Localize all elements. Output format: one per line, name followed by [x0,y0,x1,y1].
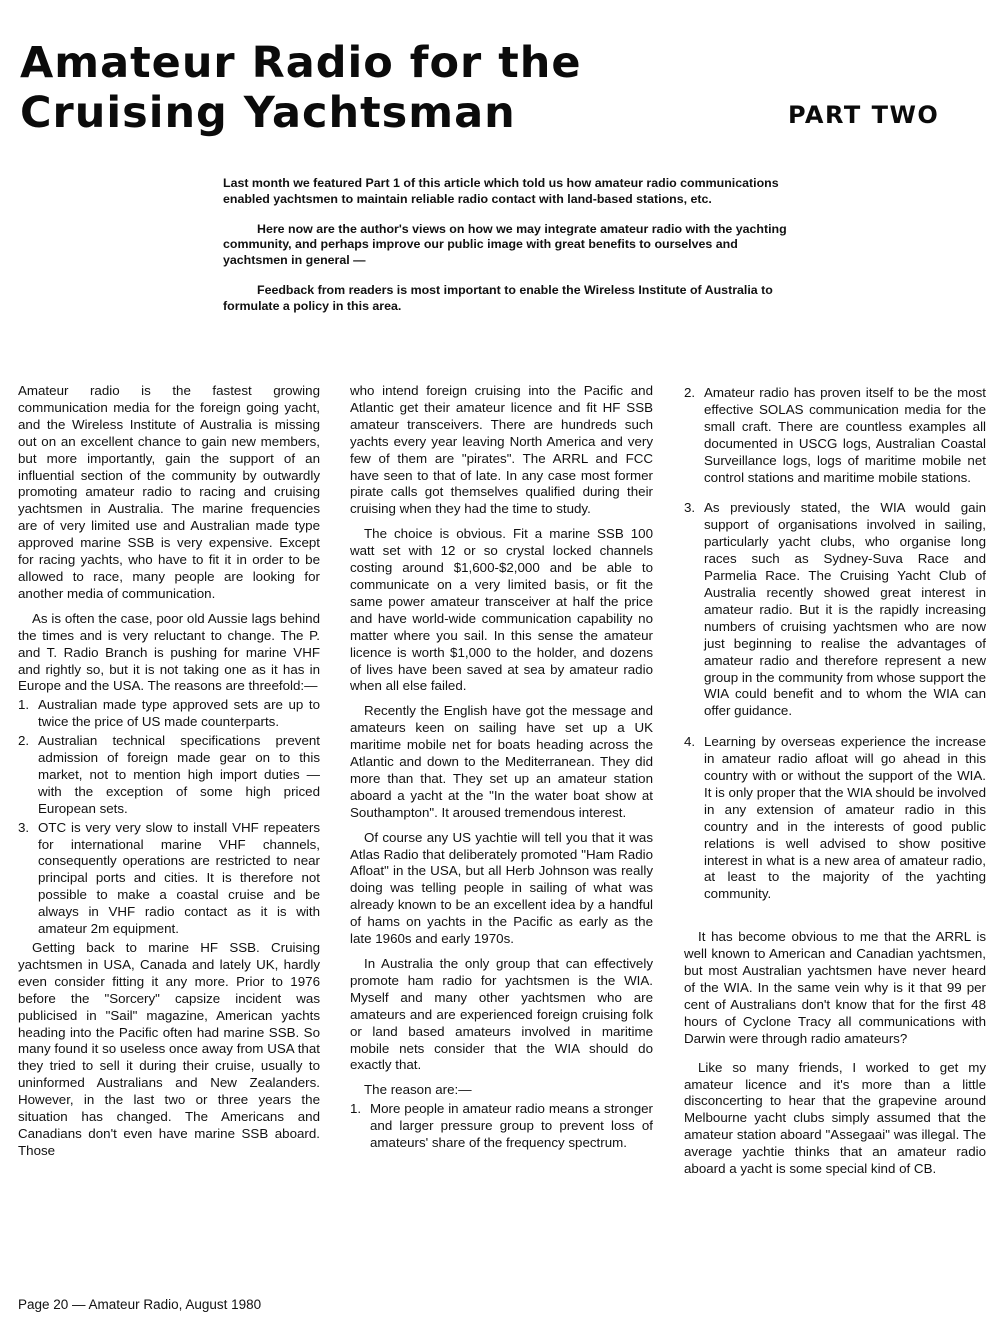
title-line-1: Amateur Radio for the [20,38,582,88]
list-item [684,385,986,486]
body-paragraph: Recently the English have got the message and amateurs keen on sailing have set up a UK maritime mobile net for boats heading across the Atlantic and down to the Mediterranean. They did more than that. They set up an amateur station aboard a yacht at the "In the water boat show at Southampton". It aroused tremendous interest. [350,703,653,820]
list-item [684,734,986,903]
list-number: 1. [18,697,30,713]
body-paragraph: It has become obvious to me that the ARRL is well known to American and Canadian yachtsmen, but most Australian yachtsmen have never heard of the WIA. In the same vein why is it that 99 per cent of Australians don't know that for the first 48 hours of Cyclone Tracy all communications with Darwin were through radio amateurs? [684,929,986,1046]
intro-paragraph: Feedback from readers is most important to enable the Wireless Institute of Australia to formulate a policy in this area. [223,282,773,313]
article-title [20,38,760,138]
body-paragraph: Like so many friends, I worked to get my amateur licence and it's more than a little disconcerting to hear that the grapevine around Melbourne yacht clubs simply assumed that the amateur station aboard "Assegaai" was illegal. The average yachtie thinks that an amateur radio aboard a yacht is some special kind of CB. [684,1059,986,1177]
list-item [18,820,320,938]
page-footer: Page 20 — Amateur Radio, August 1980 [18,1297,262,1312]
list-text: As previously stated, the WIA would gain support of organisations involved in sailing, particularly yacht clubs, who organise long races such as Sydney-Suva Race and Parmelia Race. The Cruising Yacht Club of Australia recently showed great interest in amateur radio. But it is the rapidly increasing numbers of cruising yachtsmen who are now just beginning to realise the advantages of amateur radio and therefore represent a new group in the community from whose support the WIA could benefit and to whom the WIA can offer guidance. [704,500,986,719]
body-paragraph: As is often the case, poor old Aussie lags behind the times and is very reluctant to change. The P. and T. Radio Branch is pushing for marine VHF and rightly so, but it is not taking one as it has in Europe and the USA. The reasons are threefold:— [18,610,320,694]
title-line-2: Cruising Yachtsman [20,88,516,138]
column-3 [684,383,986,1178]
list-item [350,1101,653,1152]
list-item [684,500,986,720]
list-text: Learning by overseas experience the increase in amateur radio afloat will go ahead in this country with or without the support of the WIA. It is only proper that the WIA should be involved in any extension of amateur radio in this country and in the interests of good public relations is well advised to show positive interest in what is a new area of amateur radio, at least to the majority of the yachting community. [704,734,986,902]
body-paragraph: The reason are:— [364,1082,472,1098]
list-text: Amateur radio has proven itself to be the most effective SOLAS communication media for the small craft. There are countless examples all documented in USCG logs, Australian Coastal Surveillance logs, logs of maritime mobile net control stations and maritime mobile stations. [704,385,986,485]
body-paragraph: In Australia the only group that can effectively promote ham radio for yachtsmen is the WIA. Myself and many other yachtsmen who are amateurs and are experienced foreign cruising folk or land based amateurs involved in maritime mobile nets consider that the WIA should do exactly that. [350,956,653,1073]
body-paragraph: Getting back to marine HF SSB. Cruising yachtsmen in USA, Canada and lately UK, hardly even consider fitting it any more. Prior to 1976 before the "Sorcery" capsize incident was publicised in "Sail" magazine, American yachts heading into the Pacific often had marine SSB. So many found it so useless once away from USA that they tried to sell it during their cruise, usually to uninformed Australians and New Zealanders. However, in the last two or three years the situation has changed. The Americans and Canadians don't even have marine SSB aboard. Those [18,940,320,1158]
body-paragraph: Of course any US yachtie will tell you that it was Atlas Radio that deliberately promoted "Ham Radio Afloat" in the USA, but all Herb Johnson was really doing was telling people in sailing of what was already known to be an excellent idea by a handful of hams on yachts in the Pacific as early as the late 1960s and early 1970s. [350,829,653,947]
column-1 [18,383,320,1160]
list-number: 3. [684,500,696,516]
list-text: Australian made type approved sets are up to twice the price of US made counterparts. [38,697,320,730]
list-item [18,733,320,818]
part-label: PART TWO [788,101,940,129]
list-number: 3. [18,819,30,835]
column-2 [350,383,653,1154]
intro-paragraph: Last month we featured Part 1 of this article which told us how amateur radio communications enabled yachtsmen to maintain reliable radio contact with land-based stations, etc. [223,176,779,206]
body-paragraph: who intend foreign cruising into the Pacific and Atlantic get their amateur licence and fit HF SSB amateur transceivers. There are hundreds such yachts every year leaving North America and very few of them are "pirates". The ARRL and FCC have seen to that of late. In any case most former pirate calls got themselves qualified during their cruising when they had the time to study. [350,383,653,517]
list-number: 2. [18,733,30,749]
list-text: More people in amateur radio means a stronger and larger pressure group to prevent loss of amateurs' share of the frequency spectrum. [370,1101,653,1151]
list-text: OTC is very very slow to install VHF repeaters for international marine VHF channels, consequently operations are restricted to near principal ports and cities. It is therefore not possible to make a coastal cruise and be always in VHF radio contact as it is with amateur 2m equipment. [38,819,320,937]
list-number: 2. [684,385,696,400]
list-number: 4. [684,734,696,750]
intro-paragraph: Here now are the author's views on how we may integrate amateur radio with the yachting community, and perhaps improve our public image with great benefits to ourselves and yachtsmen in general — [223,221,787,268]
list-number: 1. [350,1101,362,1117]
body-paragraph: Amateur radio is the fastest growing communication media for the foreign going yacht, and the Wireless Institute of Australia is missing out on an excellent chance to gain new members, but more importantly, gain the support of an influential section of the community by outwardly promoting amateur radio to racing and cruising yachtsmen in Australia. The marine frequencies are of very limited use and Australian made type approved marine SSB is very expensive. Except for racing yachts, who have to fit it in order to be allowed to race, many people are looking for another media of communication. [18,383,320,601]
list-text: Australian technical specifications prevent admission of foreign made gear on to this market, not to mention high import duties — with the exception of some high priced European sets. [38,733,320,816]
list-item [18,697,320,731]
intro-block [223,176,793,329]
body-paragraph: The choice is obvious. Fit a marine SSB 100 watt set with 12 or so crystal locked channels costing around $1,600-$2,000 and be able to communicate on a very limited basis, or fit the same power amateur transceiver at half the price and have world-wide communication capability no matter where you sail. In this sense the amateur licence is worth $1,000 to the holder, and dozens of lives have been saved at sea by amateur radio when all else failed. [350,526,653,694]
